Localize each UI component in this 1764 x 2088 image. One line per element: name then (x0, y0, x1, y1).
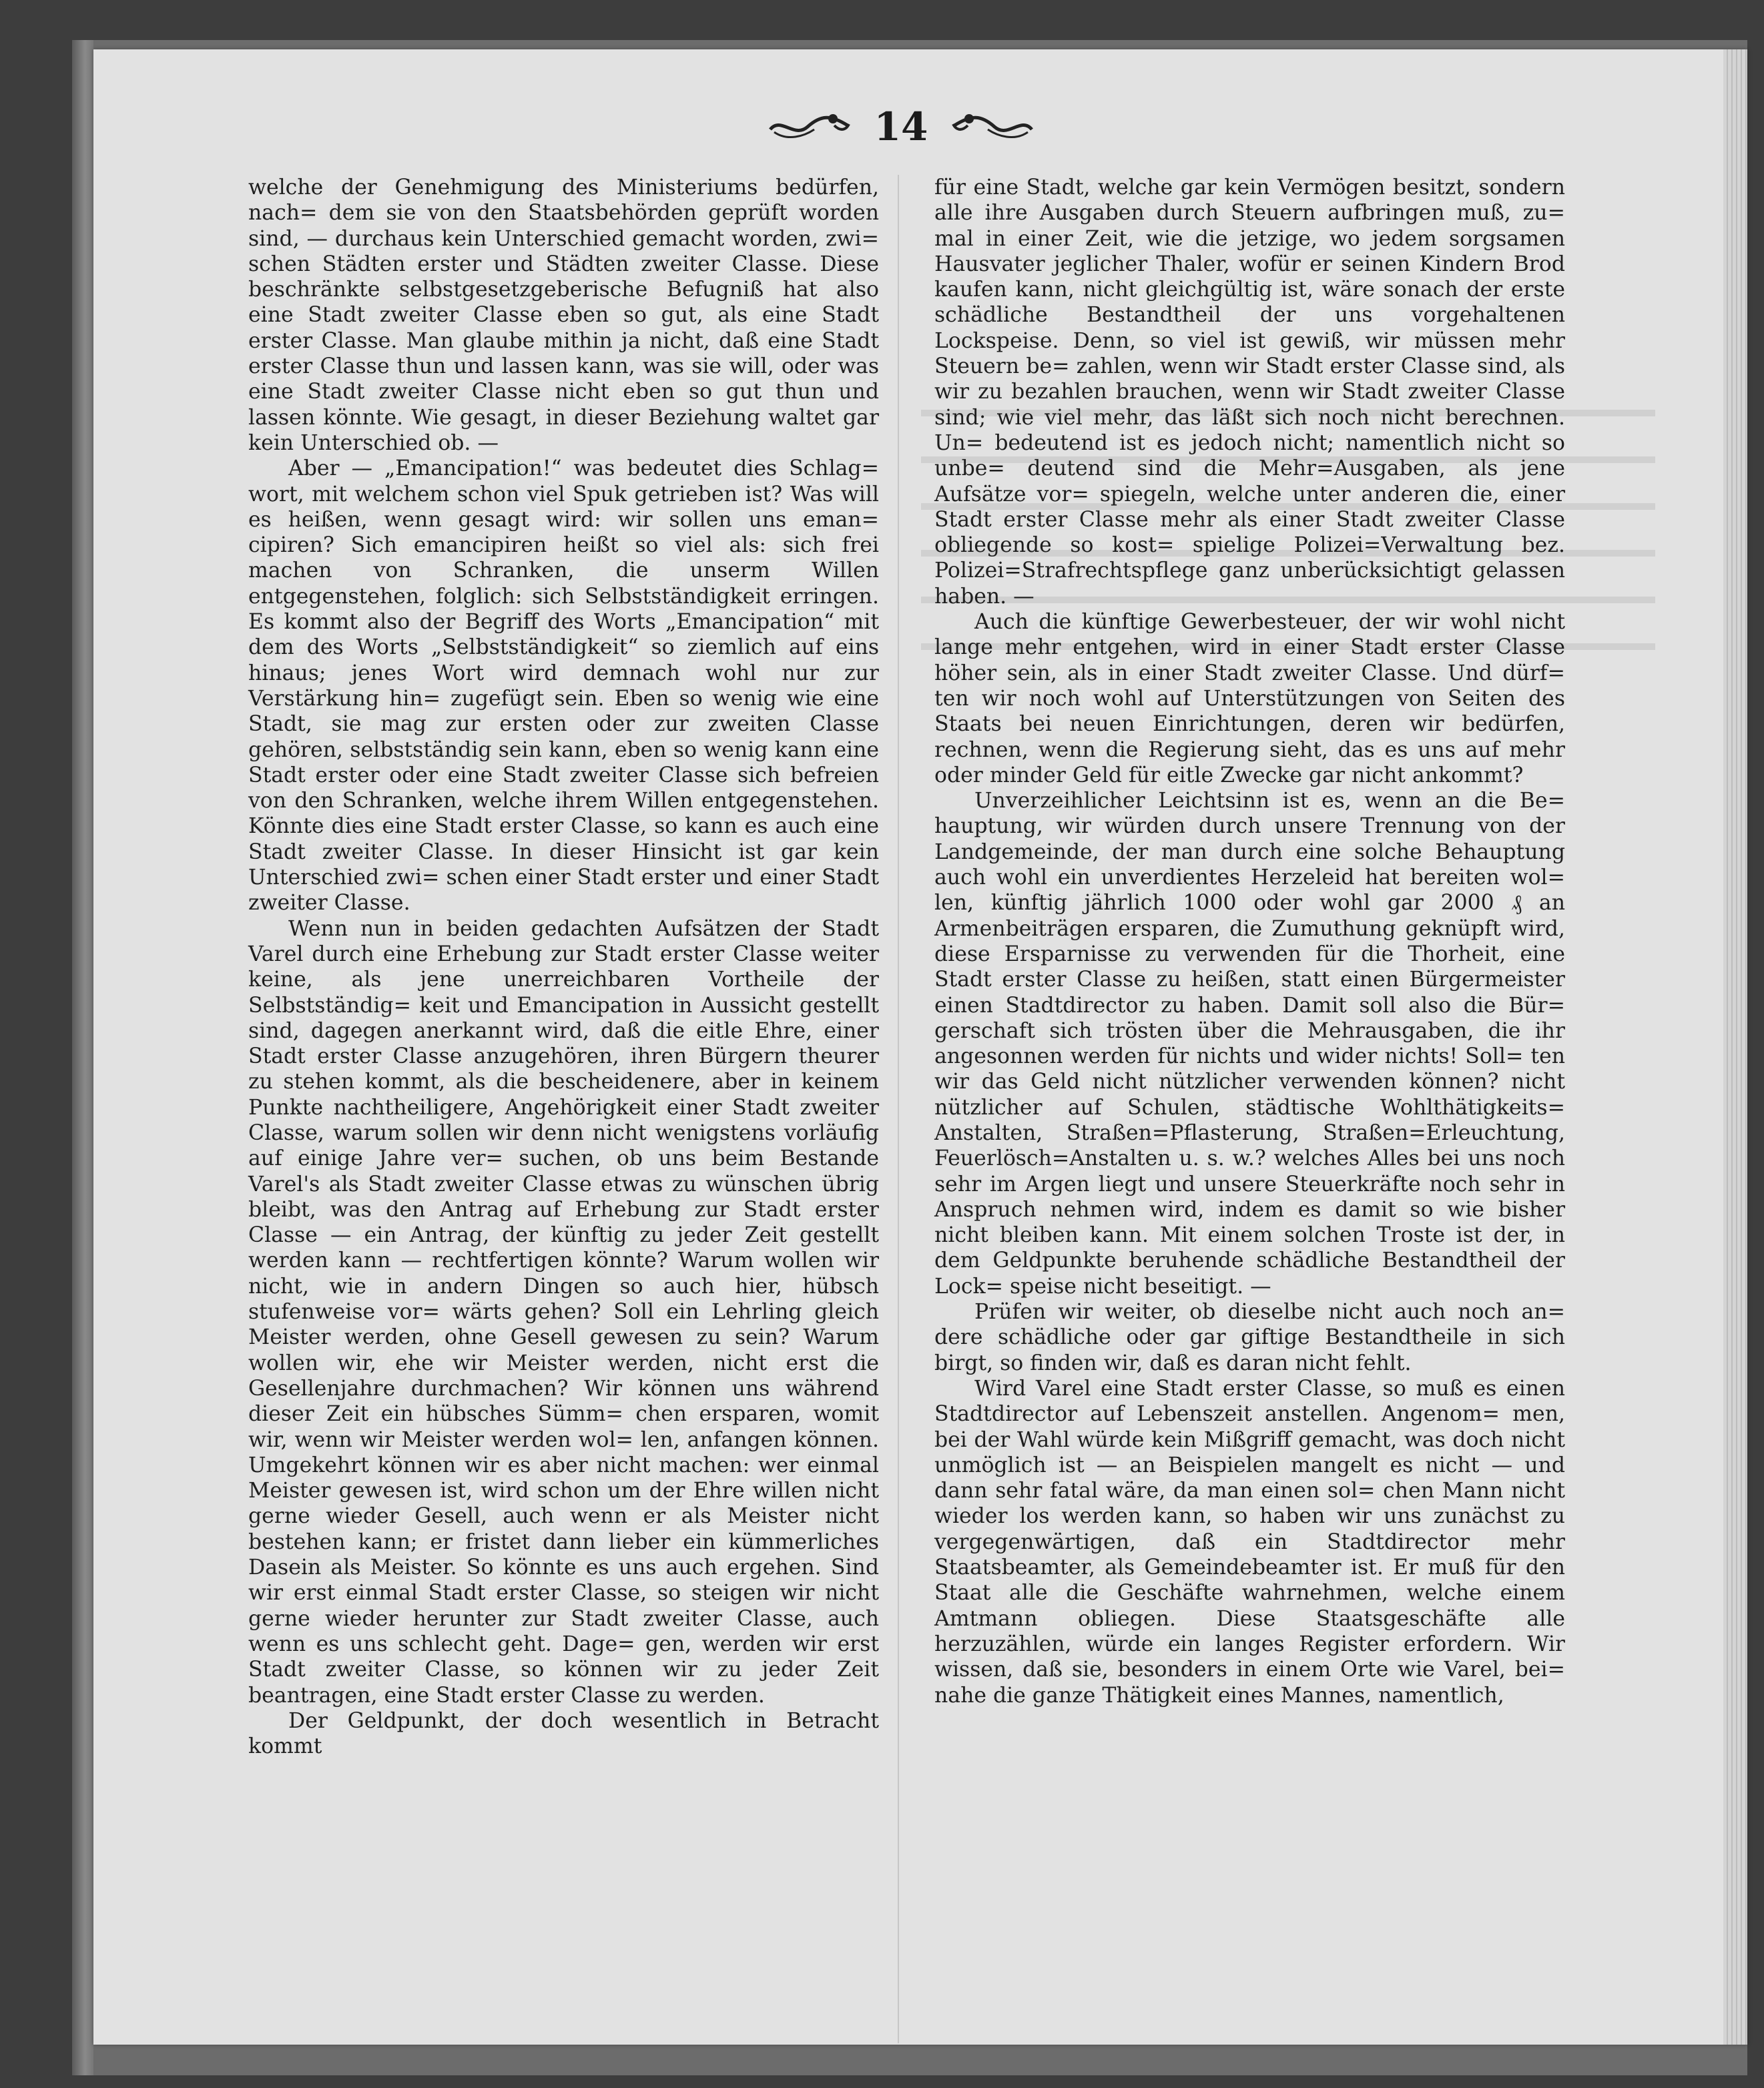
page-number: 14 (874, 104, 928, 149)
column-divider (898, 175, 899, 2043)
right-text-column (934, 175, 1565, 1708)
paragraph: Wenn nun in beiden gedachten Aufsätzen der Stadt Varel durch eine Erhebung zur Stadt erster Classe weiter keine, als jene unerreichbaren Vortheile der Selbstständig= keit und Emancipation in Aussicht gestellt sind, dagegen anerkannt wird, daß die eitle Ehre, einer Stadt erster Classe anzugehören, ihren Bürgern theurer zu stehen kommt, als die bescheidenere, aber in keinem Punkte nachtheiligere, Angehörigkeit einer Stadt zweiter Classe, warum sollen wir denn nicht wenigstens vorläufig auf einige Jahre ver= suchen, ob uns beim Bestande Varel's als Stadt zweiter Classe etwas zu wünschen übrig bleibt, was den Antrag auf Erhebung zur Stadt erster Classe — ein Antrag, der künftig zu jeder Zeit gestellt werden kann — rechtfertigen könnte? Warum wollen wir nicht, wie in andern Dingen so auch hier, hübsch stufenweise vor= wärts gehen? Soll ein Lehrling gleich Meister werden, ohne Gesell gewesen zu sein? Warum wollen wir, ehe wir Meister werden, nicht erst die Gesellenjahre durchmachen? Wir können uns während dieser Zeit ein hübsches Sümm= chen ersparen, womit wir, wenn wir Meister werden wol= len, anfangen können. Umgekehrt können wir es aber nicht machen: wer einmal Meister gewesen ist, wird schon um der Ehre willen nicht gerne wieder Gesell, auch wenn er als Meister nicht bestehen kann; er fristet dann lieber ein kümmerliches Dasein als Meister. So könnte es uns auch ergehen. Sind wir erst einmal Stadt erster Classe, so steigen wir nicht gerne wieder herunter zur Stadt zweiter Classe, auch wenn es uns schlecht geht. Dage= gen, werden wir erst Stadt zweiter Classe, so können wir zu jeder Zeit beantragen, eine Stadt erster Classe zu werden. (248, 916, 879, 1708)
paragraph: Der Geldpunkt, der doch wesentlich in Betracht kommt (248, 1708, 879, 1759)
page-header (768, 100, 1035, 153)
paragraph: Auch die künftige Gewerbesteuer, der wir wohl nicht lange mehr entgehen, wird in einer Stadt erster Classe höher sein, als in einer Stadt zweiter Classe. Und dürf= ten wir noch wohl auf Unterstützungen von Seiten des Staats bei neuen Einrichtungen, deren wir bedürfen, rechnen, wenn die Regierung sieht, das es uns auf mehr oder minder Geld für eitle Zwecke gar nicht ankommt? (934, 610, 1565, 787)
left-text-column (248, 175, 879, 1759)
paragraph: welche der Genehmigung des Ministeriums bedürfen, nach= dem sie von den Staatsbehörden geprüft worden sind, — durchaus kein Unterschied gemacht worden, zwi= schen Städten erster und Städten zweiter Classe. Diese beschränkte selbstgesetzgeberische Befugniß hat also eine Stadt zweiter Classe eben so gut, als eine Stadt erster Classe. Man glaube mithin ja nicht, daß eine Stadt erster Classe thun und lassen kann, was sie will, oder was eine Stadt zweiter Classe nicht eben so gut thun und lassen könnte. Wie gesagt, in dieser Beziehung waltet gar kein Unterschied ob. — (248, 176, 879, 455)
paragraph: Unverzeihlicher Leichtsinn ist es, wenn an die Be= hauptung, wir würden durch unsere Trennung von der Landgemeinde, der man durch eine solche Behauptung auch wohl ein unverdientes Herzeleid hat bereiten wol= len, künftig jährlich 1000 oder wohl gar 2000 ₰ an Armenbeiträgen ersparen, die Zumuthung geknüpft wird, diese Ersparnisse zu verwenden für die Thorheit, eine Stadt erster Classe zu heißen, statt einen Bürgermeister einen Stadtdirector zu haben. Damit soll also die Bür= gerschaft sich trösten über die Mehrausgaben, die ihr angesonnen werden für nichts und wider nichts! Soll= ten wir das Geld nicht nützlicher verwenden können? nicht nützlicher auf Schulen, städtische Wohlthätigkeits= Anstalten, Straßen=Pflasterung, Straßen=Erleuchtung, Feuerlösch=Anstalten u. s. w.? welches Alles bei uns noch sehr im Argen liegt und unsere Steuerkräfte noch sehr in Anspruch nehmen wird, indem es damit so wie bisher nicht bleiben kann. Mit einem solchen Troste ist der, in dem Geldpunkte beruhende schädliche Bestandtheil der Lock= speise nicht beseitigt. — (934, 789, 1565, 1299)
left-flourish-ornament (768, 109, 851, 143)
paragraph: Prüfen wir weiter, ob dieselbe nicht auch noch an= dere schädliche oder gar giftige Bestandtheile in sich birgt, so finden wir, daß es daran nicht fehlt. (934, 1300, 1565, 1375)
paragraph: für eine Stadt, welche gar kein Vermögen besitzt, sondern alle ihre Ausgaben durch Steuern aufbringen muß, zu= mal in einer Zeit, wie die jetzige, wo jedem sorgsamen Hausvater jeglicher Thaler, wofür er seinen Kindern Brod kaufen kann, nicht gleichgültig ist, wäre sonach der erste schädliche Bestandtheil der uns vorgehaltenen Lockspeise. Denn, so viel ist gewiß, wir müssen mehr Steuern be= zahlen, wenn wir Stadt erster Classe sind, als wir zu bezahlen brauchen, wenn wir Stadt zweiter Classe sind; wie viel mehr, das läßt sich noch nicht berechnen. Un= bedeutend ist es jedoch nicht; namentlich nicht so unbe= deutend sind die Mehr=Ausgaben, als jene Aufsätze vor= spiegeln, welche unter anderen die, einer Stadt erster Classe mehr als einer Stadt zweiter Classe obliegende so kost= spielige Polizei=Verwaltung bez. Polizei=Strafrechtspflege ganz unberücksichtigt gelassen haben. — (934, 176, 1565, 609)
paragraph: Aber — „Emancipation!“ was bedeutet dies Schlag= wort, mit welchem schon viel Spuk getrieben ist? Was will es heißen, wenn gesagt wird: wir sollen uns eman= cipiren? Sich emancipiren heißt so viel als: sich frei machen von Schranken, die unserm Willen entgegenstehen, folglich: sich Selbstständigkeit erringen. Es kommt also der Begriff des Worts „Emancipation“ mit dem des Worts „Selbstständigkeit“ so ziemlich auf eins hinaus; jenes Wort wird demnach wohl nur zur Verstärkung hin= zugefügt sein. Eben so wenig wie eine Stadt, sie mag zur ersten oder zur zweiten Classe gehören, selbstständig sein kann, eben so wenig kann eine Stadt erster oder eine Stadt zweiter Classe sich befreien von den Schranken, welche ihrem Willen entgegenstehen. Könnte dies eine Stadt erster Classe, so kann es auch eine Stadt zweiter Classe. In dieser Hinsicht ist gar kein Unterschied zwi= schen einer Stadt erster und einer Stadt zweiter Classe. (248, 456, 879, 916)
paragraph: Wird Varel eine Stadt erster Classe, so muß es einen Stadtdirector auf Lebenszeit anstellen. Angenom= men, bei der Wahl würde kein Mißgriff gemacht, was doch nicht unmöglich ist — an Beispielen mangelt es nicht — und dann sehr fatal wäre, da man einen sol= chen Mann nicht wieder los werden kann, so haben wir uns zunächst zu vergegenwärtigen, daß ein Stadtdirector mehr Staatsbeamter, als Gemeindebeamter ist. Er muß für den Staat alle die Geschäfte wahrnehmen, welche einem Amtmann obliegen. Diese Staatsgeschäfte alle herzuzählen, würde ein langes Register erfordern. Wir wissen, daß sie, besonders in einem Orte wie Varel, bei= nahe die ganze Thätigkeit eines Mannes, namentlich, (934, 1376, 1565, 1708)
page-edges (1723, 49, 1747, 2045)
right-flourish-ornament (951, 109, 1035, 143)
book-spine (72, 40, 93, 2075)
